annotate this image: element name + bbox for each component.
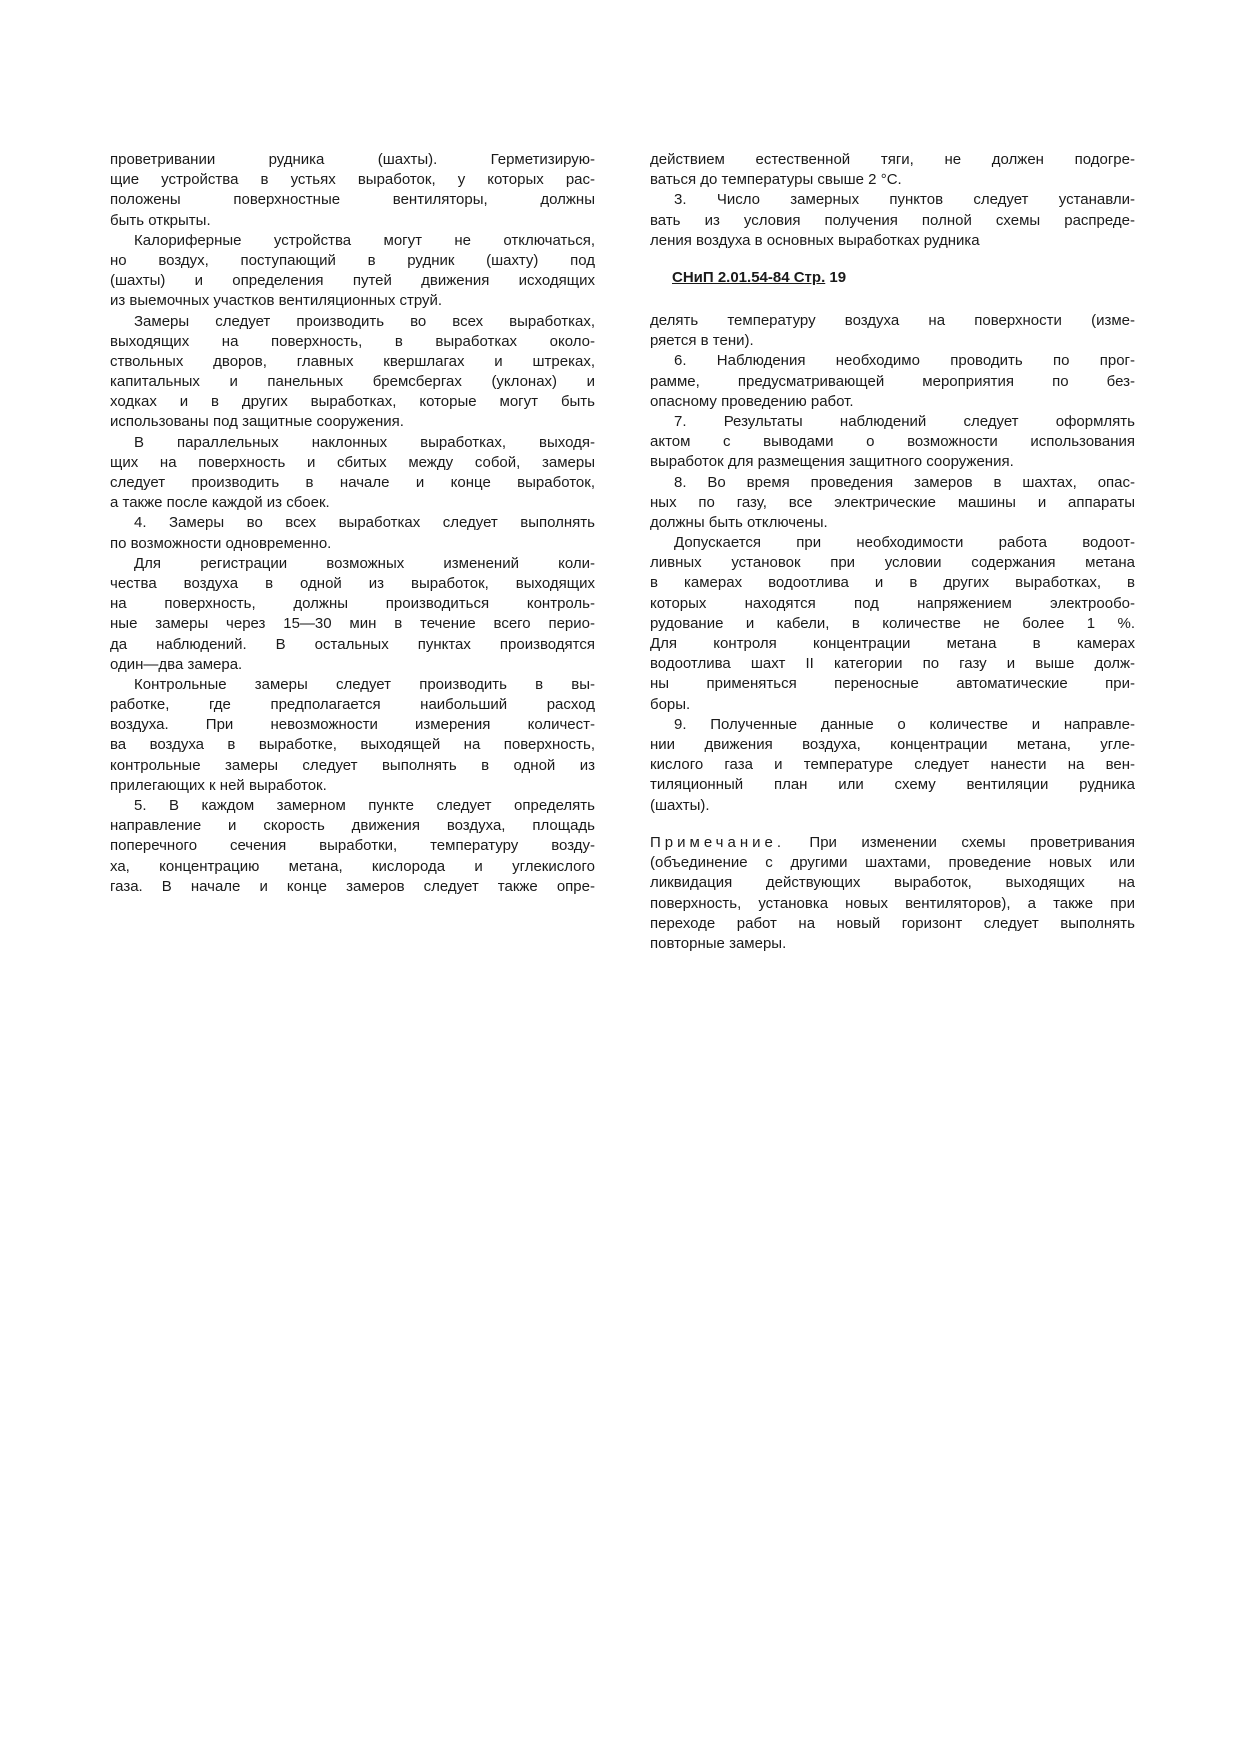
text-line: выходящих на поверхность, в выработках около-	[110, 332, 595, 350]
text-line: боры.	[650, 695, 691, 713]
text-line: опасному проведению работ.	[650, 392, 854, 410]
text-line: ления воздуха в основных выработках рудника	[650, 231, 980, 249]
text-line: ны применяться переносные автоматические при-	[650, 675, 1135, 693]
text-line: переходе работ на новый горизонт следует выполнять	[650, 914, 1135, 932]
text-line: 4. Замеры во всех выработках следует выполнять	[134, 514, 595, 532]
text-line: ликвидация действующих выработок, выходящих на	[650, 874, 1135, 892]
text-line: поверхность, установка новых вентиляторов), а также при	[650, 894, 1135, 912]
text-line: ных по газу, все электрические машины и аппараты	[650, 493, 1135, 511]
text-line: капитальных и панельных бремсбергах (уклонах) и	[110, 373, 595, 391]
text-line: да наблюдений. В остальных пунктах производятся	[110, 635, 595, 653]
text-line: проветривании рудника (шахты). Герметизирую-	[110, 151, 595, 168]
text-line: ва воздуха в выработке, выходящей на поверхность,	[110, 736, 595, 754]
note-first-line-text: При изменении схемы проветривания	[809, 834, 1135, 851]
text-line: выработок для размещения защитного сооружения.	[650, 453, 1014, 471]
text-line: нии движения воздуха, концентрации метана, угле-	[650, 735, 1135, 753]
text-line: один—два замера.	[110, 655, 243, 673]
text-line: поперечного сечения выработки, температуру возду-	[110, 837, 595, 855]
text-line: 7. Результаты наблюдений следует оформлять	[674, 412, 1135, 430]
text-line: щих на поверхность и сбитых между собой, замеры	[110, 453, 595, 471]
text-line: 9. Полученные данные о количестве и направле-	[674, 715, 1135, 733]
text-line: следует производить в начале и конце выработок,	[110, 474, 595, 491]
text-line: контрольные замеры следует выполнять в одной из	[110, 756, 595, 774]
text-line: (объединение с другими шахтами, проведение новых или	[650, 854, 1135, 872]
text-line: прилегающих к ней выработок.	[110, 776, 327, 794]
text-line: кислого газа и температуре следует нанести на вен-	[650, 756, 1135, 774]
text-line: (шахты).	[650, 796, 710, 814]
text-line: ствольных дворов, главных квершлагах и штреках,	[110, 352, 595, 370]
left-column	[110, 150, 595, 897]
text-line: а также после каждой из сбоек.	[110, 494, 330, 512]
doc-reference: СНиП 2.01.54-84 Стр.	[672, 269, 826, 286]
right-column-top	[650, 150, 1135, 251]
text-line: работке, где предполагается наибольший расход	[110, 696, 595, 714]
text-line: на поверхность, должны производиться контроль-	[110, 595, 595, 613]
text-line: ряется в тени).	[650, 332, 754, 350]
text-line: должны быть отключены.	[650, 513, 828, 531]
text-line: Контрольные замеры следует производить в вы-	[134, 675, 595, 693]
note-block	[650, 833, 1135, 954]
page-header	[672, 269, 846, 286]
text-line: ваться до температуры свыше 2 °С.	[650, 171, 902, 189]
text-line: использованы под защитные сооружения.	[110, 413, 404, 431]
text-line: 8. Во время проведения замеров в шахтах, опас-	[674, 473, 1135, 491]
text-line: повторные замеры.	[650, 934, 787, 952]
text-line: чества воздуха в одной из выработок, выходящих	[110, 574, 595, 592]
text-line: вать из условия получения полной схемы распреде-	[650, 211, 1135, 229]
note-lines	[650, 853, 1135, 954]
text-line: 5. В каждом замерном пункте следует определять	[134, 797, 595, 814]
text-line: В параллельных наклонных выработках, выходя-	[134, 433, 595, 451]
text-line: в камерах водоотлива и в других выработках, в	[650, 574, 1135, 592]
text-line: актом с выводами о возможности использования	[650, 433, 1135, 451]
note-first-line	[650, 833, 1135, 853]
text-line: газа. В начале и конце замеров следует также опре-	[110, 877, 595, 895]
text-line: Калориферные устройства могут не отключаться,	[134, 231, 595, 249]
page-number: 19	[829, 269, 847, 286]
text-line: (шахты) и определения путей движения исходящих	[110, 272, 595, 290]
text-line: 6. Наблюдения необходимо проводить по прог-	[674, 352, 1135, 370]
text-line: рудование и кабели, в количестве не более 1 %.	[650, 614, 1135, 632]
text-line: Для регистрации возможных изменений коли-	[134, 554, 595, 572]
text-line: тиляционный план или схему вентиляции рудника	[650, 776, 1135, 794]
text-line: ходках и в других выработках, которые могут быть	[110, 393, 595, 411]
text-line: по возможности одновременно.	[110, 534, 332, 552]
text-line: щие устройства в устьях выработок, у которых рас-	[110, 171, 595, 189]
text-line: ливных установок при условии содержания метана	[650, 554, 1135, 572]
text-line: водоотлива шахт II категории по газу и выше долж-	[650, 655, 1135, 673]
text-line: направление и скорость движения воздуха, площадь	[110, 817, 595, 835]
text-line: но воздух, поступающий в рудник (шахту) под	[110, 251, 595, 269]
note-label: Примечание.	[650, 834, 785, 851]
text-line: ха, концентрацию метана, кислорода и углекислого	[110, 857, 595, 875]
text-line: Допускается при необходимости работа водоот-	[674, 534, 1135, 552]
right-column-bottom	[650, 311, 1135, 816]
text-line: 3. Число замерных пунктов следует устанавли-	[674, 191, 1135, 209]
text-line: действием естественной тяги, не должен подогре-	[650, 151, 1135, 168]
text-line: ные замеры через 15—30 мин в течение всего перио-	[110, 615, 595, 633]
text-line: которых находятся под напряжением электрообо-	[650, 594, 1135, 612]
text-line: Замеры следует производить во всех выработках,	[134, 312, 595, 330]
text-line: рамме, предусматривающей мероприятия по без-	[650, 372, 1135, 390]
text-line: положены поверхностные вентиляторы, должны	[110, 191, 595, 209]
text-line: быть открыты.	[110, 211, 211, 229]
text-line: Для контроля концентрации метана в камерах	[650, 635, 1135, 652]
text-line: воздуха. При невозможности измерения количест-	[110, 716, 595, 734]
text-line: делять температуру воздуха на поверхности (изме-	[650, 312, 1135, 329]
text-line: из выемочных участков вентиляционных струй.	[110, 292, 443, 310]
